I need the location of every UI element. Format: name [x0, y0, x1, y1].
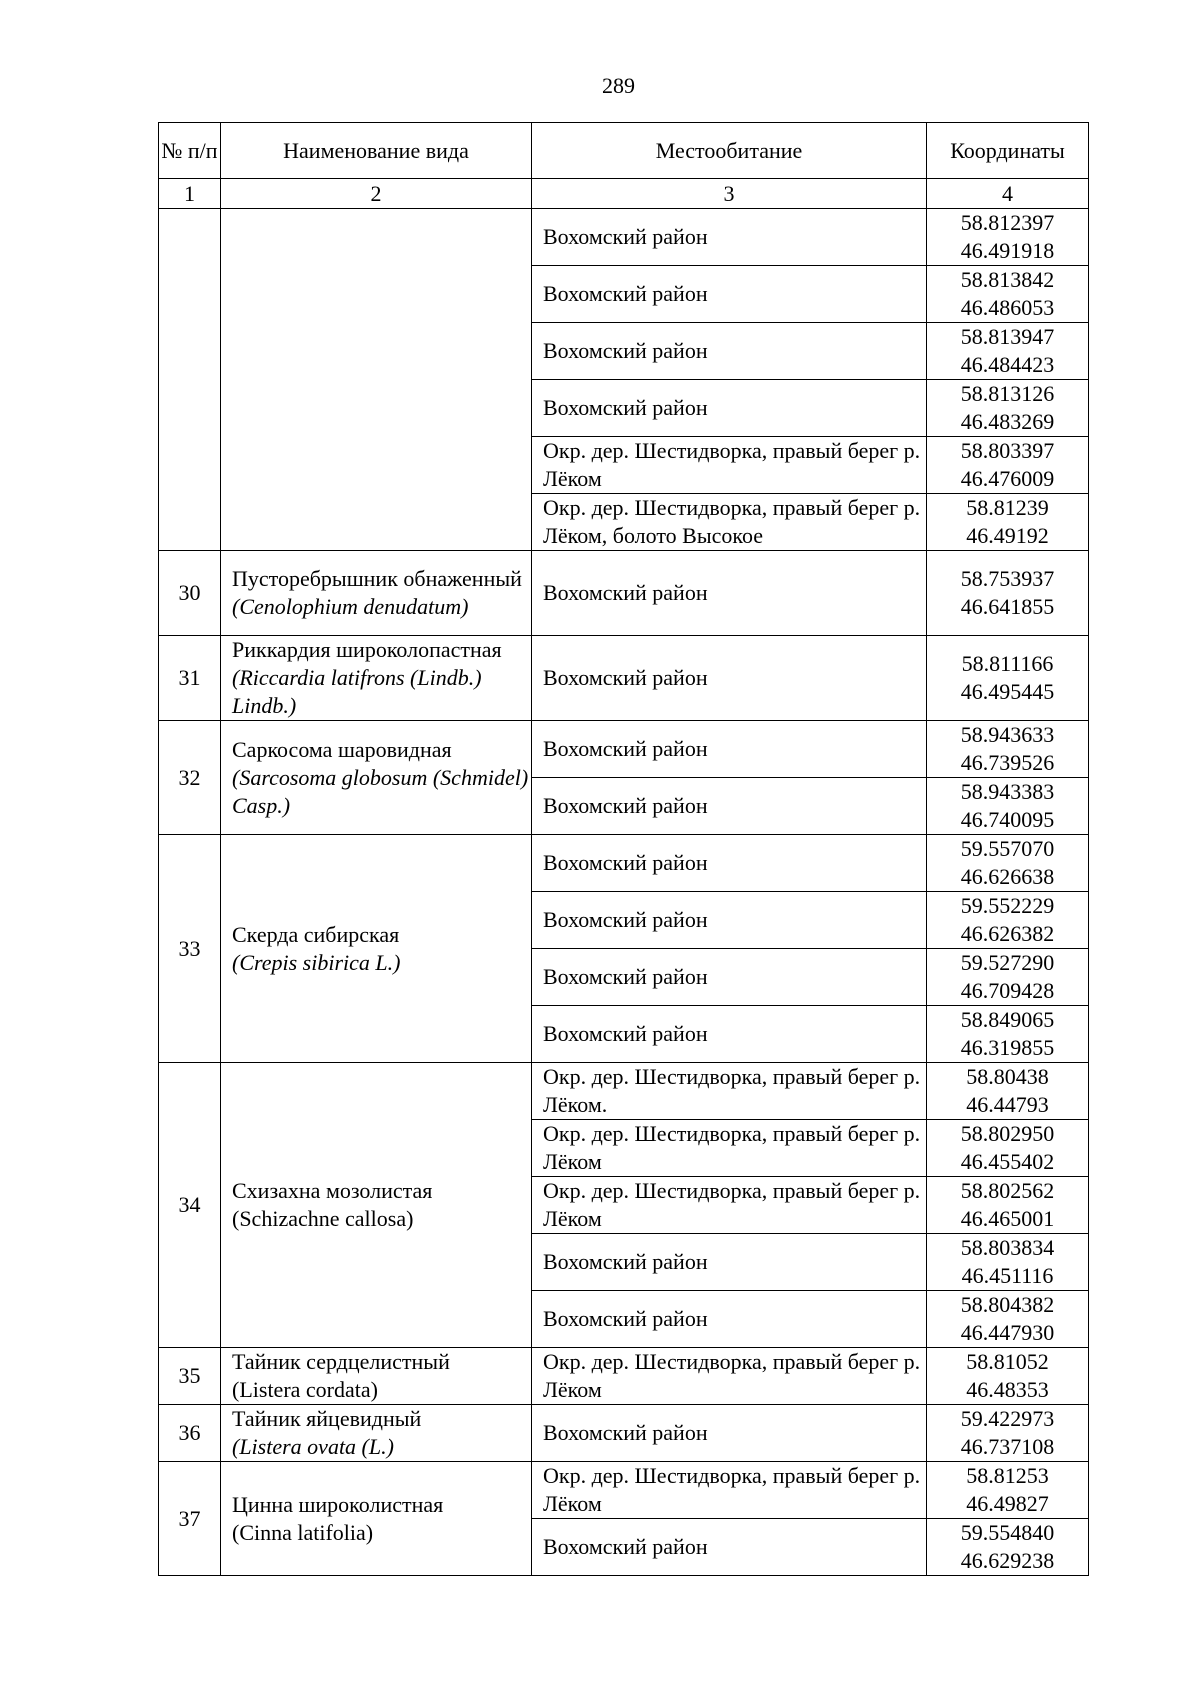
species-name-cell — [221, 1462, 532, 1576]
latitude-value: 58.803834 — [960, 1235, 1055, 1260]
species-name: Риккардия широколопастная — [232, 637, 502, 662]
coordinates-cell — [927, 721, 1089, 778]
latitude-value: 58.943633 — [960, 722, 1055, 747]
habitat-cell: Вохомский район — [532, 835, 927, 892]
longitude-value: 46.49192 — [966, 523, 1049, 548]
species-name: Скерда сибирская — [232, 921, 400, 947]
longitude-value: 46.737108 — [960, 1434, 1055, 1459]
species-latin-name: (Sarcosoma globosum (Schmidel) Casp.) — [232, 764, 529, 818]
coordinates-cell — [927, 1348, 1089, 1405]
coordinates-cell — [927, 835, 1089, 892]
habitat-cell: Окр. дер. Шестидворка, правый берег р. Лёком. — [532, 1063, 927, 1120]
latitude-value: 59.554840 — [960, 1520, 1055, 1545]
latitude-value: 58.849065 — [960, 1007, 1055, 1032]
header-num: № п/п — [159, 123, 221, 179]
species-name: Цинна широколистная — [232, 1491, 444, 1517]
species-name-cell — [221, 551, 532, 636]
species-latin-name: (Listera cordata) — [232, 1377, 378, 1402]
table-row — [159, 1405, 1089, 1462]
longitude-value: 46.626382 — [960, 921, 1055, 946]
species-name-cell — [221, 636, 532, 721]
coordinates-cell — [927, 892, 1089, 949]
table-row — [159, 1063, 1089, 1120]
latitude-value: 58.813126 — [960, 381, 1055, 406]
latitude-value: 58.81253 — [966, 1463, 1049, 1488]
latitude-value: 59.422973 — [960, 1406, 1055, 1431]
species-name-cell — [221, 209, 532, 551]
species-number — [159, 209, 221, 551]
table-row — [159, 721, 1089, 778]
longitude-value: 46.641855 — [960, 594, 1055, 619]
table-row — [159, 835, 1089, 892]
species-number: 37 — [159, 1462, 221, 1576]
latitude-value: 58.753937 — [960, 566, 1055, 591]
longitude-value: 46.476009 — [960, 466, 1055, 491]
species-latin-name: (Riccardia latifrons (Lindb.) Lindb.) — [232, 665, 482, 718]
habitat-cell: Окр. дер. Шестидворка, правый берег р. Лёком — [532, 1177, 927, 1234]
coordinates-cell — [927, 636, 1089, 721]
column-number: 3 — [532, 179, 927, 209]
coordinates-cell — [927, 209, 1089, 266]
longitude-value: 46.455402 — [960, 1149, 1055, 1174]
species-number: 30 — [159, 551, 221, 636]
species-latin-name: (Schizachne callosa) — [232, 1206, 414, 1231]
habitat-cell: Вохомский район — [532, 1405, 927, 1462]
habitat-cell: Вохомский район — [532, 266, 927, 323]
coordinates-cell — [927, 551, 1089, 636]
latitude-value: 58.812397 — [960, 210, 1055, 235]
table-row — [159, 209, 1089, 266]
latitude-value: 58.80438 — [966, 1064, 1049, 1089]
species-latin-name: (Listera ovata (L.) — [232, 1434, 394, 1459]
coordinates-cell — [927, 1063, 1089, 1120]
latitude-value: 58.81239 — [966, 495, 1049, 520]
habitat-cell: Вохомский район — [532, 949, 927, 1006]
habitat-cell: Окр. дер. Шестидворка, правый берег р. Лёком, болото Высокое — [532, 494, 927, 551]
coordinates-cell — [927, 494, 1089, 551]
coordinates-cell — [927, 1177, 1089, 1234]
longitude-value: 46.451116 — [961, 1263, 1054, 1288]
habitat-cell: Окр. дер. Шестидворка, правый берег р. Лёком — [532, 1462, 927, 1519]
column-number-row — [159, 179, 1089, 209]
longitude-value: 46.465001 — [960, 1206, 1055, 1231]
habitat-cell: Вохомский район — [532, 778, 927, 835]
habitat-cell: Вохомский район — [532, 551, 927, 636]
longitude-value: 46.49827 — [966, 1491, 1049, 1516]
coordinates-cell — [927, 437, 1089, 494]
coordinates-cell — [927, 323, 1089, 380]
species-number: 35 — [159, 1348, 221, 1405]
longitude-value: 46.626638 — [960, 864, 1055, 889]
longitude-value: 46.495445 — [960, 679, 1055, 704]
longitude-value: 46.483269 — [960, 409, 1055, 434]
coordinates-cell — [927, 1462, 1089, 1519]
latitude-value: 59.552229 — [960, 893, 1055, 918]
latitude-value: 58.813842 — [960, 267, 1055, 292]
species-table — [158, 122, 1089, 1576]
species-name-cell — [221, 1063, 532, 1348]
species-name-cell — [221, 1348, 532, 1405]
species-number: 36 — [159, 1405, 221, 1462]
habitat-cell: Вохомский район — [532, 323, 927, 380]
longitude-value: 46.48353 — [966, 1377, 1049, 1402]
species-name-cell — [221, 721, 532, 835]
column-number: 4 — [927, 179, 1089, 209]
species-name: Тайник яйцевидный — [232, 1406, 422, 1431]
table-body — [159, 209, 1089, 1576]
longitude-value: 46.491918 — [960, 238, 1055, 263]
longitude-value: 46.709428 — [960, 978, 1055, 1003]
page-number: 289 — [602, 73, 635, 98]
habitat-cell: Вохомский район — [532, 209, 927, 266]
longitude-value: 46.447930 — [960, 1320, 1055, 1345]
coordinates-cell — [927, 1120, 1089, 1177]
latitude-value: 58.943383 — [960, 779, 1055, 804]
column-number: 2 — [221, 179, 532, 209]
coordinates-cell — [927, 1405, 1089, 1462]
latitude-value: 58.804382 — [960, 1292, 1055, 1317]
header-habitat: Местообитание — [532, 123, 927, 179]
column-number: 1 — [159, 179, 221, 209]
latitude-value: 59.557070 — [960, 836, 1055, 861]
latitude-value: 58.802950 — [960, 1121, 1055, 1146]
habitat-cell: Вохомский район — [532, 892, 927, 949]
species-number: 32 — [159, 721, 221, 835]
longitude-value: 46.740095 — [960, 807, 1055, 832]
coordinates-cell — [927, 1234, 1089, 1291]
habitat-cell: Окр. дер. Шестидворка, правый берег р. Лёком — [532, 437, 927, 494]
habitat-cell: Вохомский район — [532, 721, 927, 778]
species-latin-name: (Cinna latifolia) — [232, 1519, 374, 1545]
habitat-cell: Вохомский район — [532, 636, 927, 721]
longitude-value: 46.486053 — [960, 295, 1055, 320]
species-latin-name: (Crepis sibirica L.) — [232, 949, 401, 975]
table-row — [159, 551, 1089, 636]
habitat-cell: Окр. дер. Шестидворка, правый берег р. Лёком — [532, 1348, 927, 1405]
coordinates-cell — [927, 778, 1089, 835]
longitude-value: 46.484423 — [960, 352, 1055, 377]
coordinates-cell — [927, 380, 1089, 437]
species-name: Пусторебрышник обнаженный — [232, 566, 522, 591]
longitude-value: 46.319855 — [960, 1035, 1055, 1060]
species-number: 31 — [159, 636, 221, 721]
longitude-value: 46.44793 — [966, 1092, 1049, 1117]
latitude-value: 58.802562 — [960, 1178, 1055, 1203]
species-number: 33 — [159, 835, 221, 1063]
habitat-cell: Вохомский район — [532, 380, 927, 437]
coordinates-cell — [927, 1006, 1089, 1063]
latitude-value: 59.527290 — [960, 950, 1055, 975]
habitat-cell: Вохомский район — [532, 1519, 927, 1576]
table-row — [159, 1462, 1089, 1519]
species-name: Тайник сердцелистный — [232, 1349, 450, 1374]
table-row — [159, 636, 1089, 721]
habitat-cell: Окр. дер. Шестидворка, правый берег р. Лёком — [532, 1120, 927, 1177]
habitat-cell: Вохомский район — [532, 1006, 927, 1063]
longitude-value: 46.739526 — [960, 750, 1055, 775]
species-name-cell — [221, 835, 532, 1063]
coordinates-cell — [927, 949, 1089, 1006]
longitude-value: 46.629238 — [960, 1548, 1055, 1573]
coordinates-cell — [927, 1519, 1089, 1576]
table-row — [159, 1348, 1089, 1405]
latitude-value: 58.811166 — [961, 651, 1054, 676]
species-name: Схизахна мозолистая — [232, 1178, 433, 1203]
species-name-cell — [221, 1405, 532, 1462]
habitat-cell: Вохомский район — [532, 1234, 927, 1291]
coordinates-cell — [927, 266, 1089, 323]
latitude-value: 58.803397 — [960, 438, 1055, 463]
species-name: Саркосома шаровидная — [232, 736, 452, 762]
header-name: Наименование вида — [221, 123, 532, 179]
coordinates-cell — [927, 1291, 1089, 1348]
latitude-value: 58.813947 — [960, 324, 1055, 349]
header-row — [159, 123, 1089, 179]
species-latin-name: (Cenolophium denudatum) — [232, 594, 469, 619]
latitude-value: 58.81052 — [966, 1349, 1049, 1374]
species-number: 34 — [159, 1063, 221, 1348]
header-coords: Координаты — [927, 123, 1089, 179]
habitat-cell: Вохомский район — [532, 1291, 927, 1348]
